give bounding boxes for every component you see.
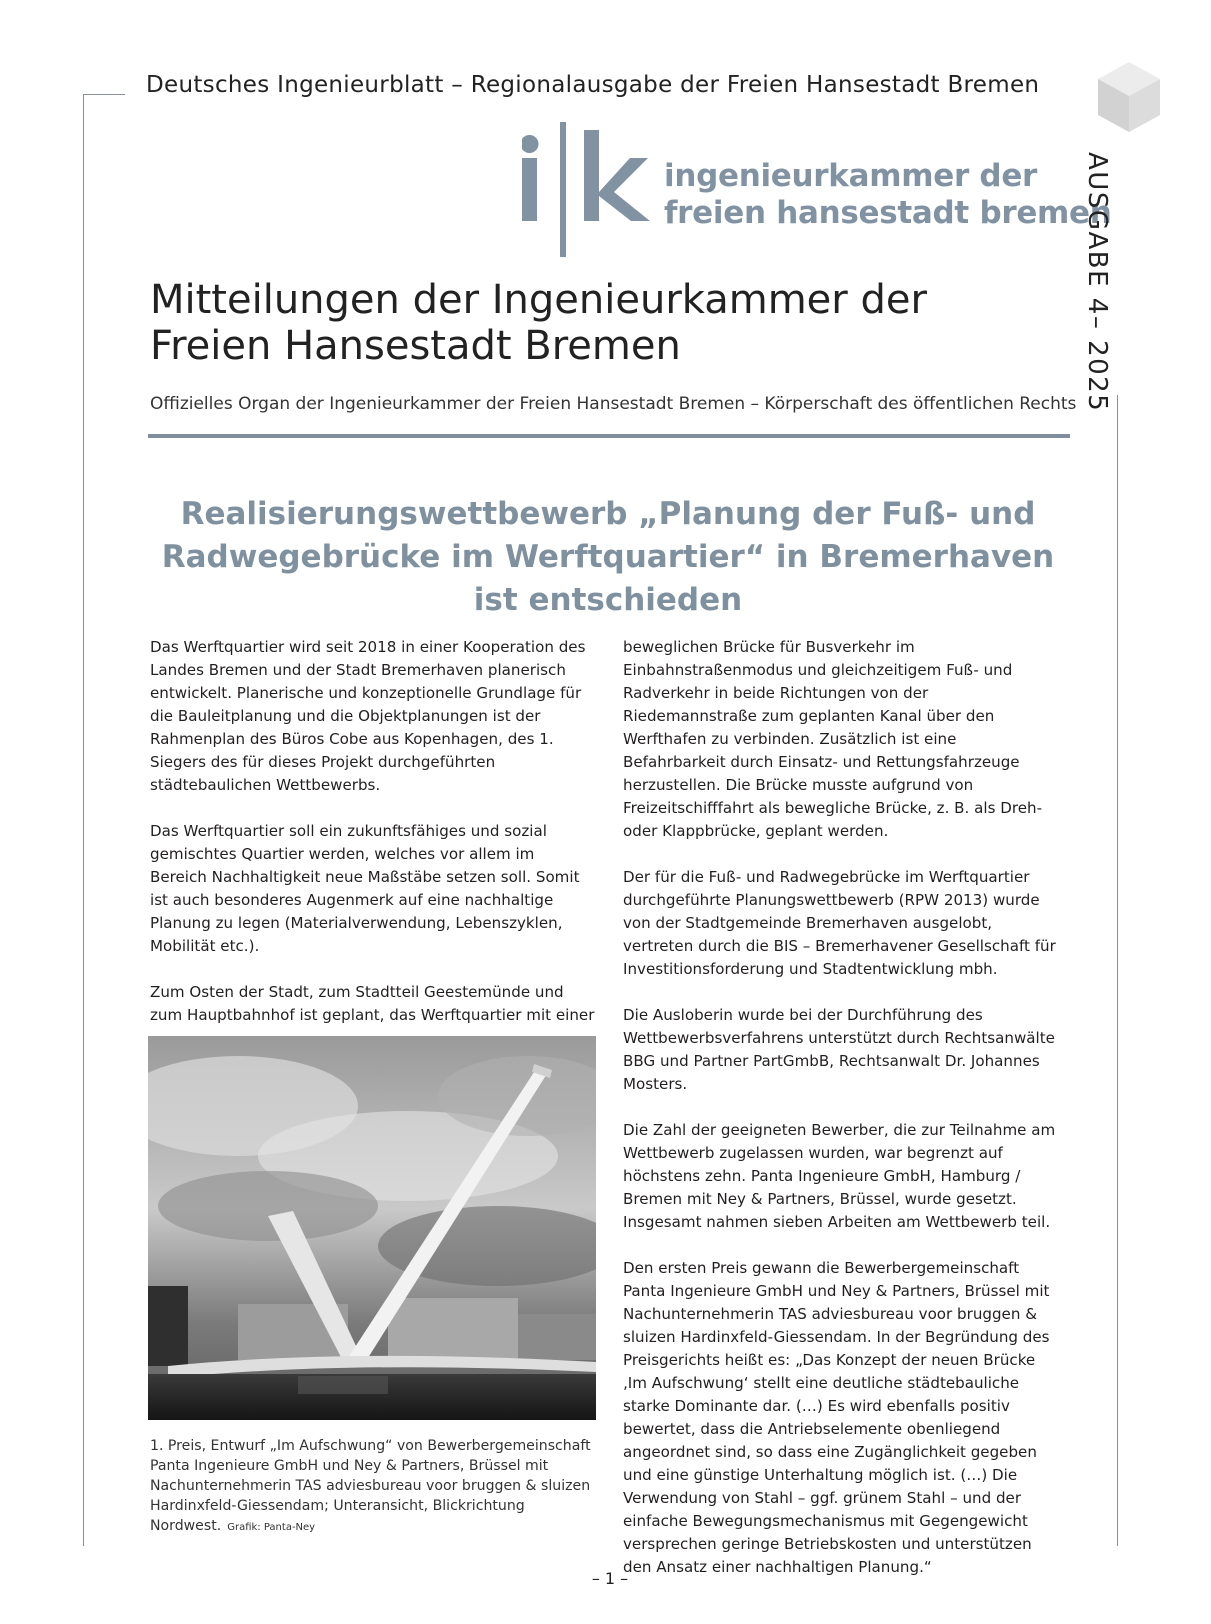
publication-header: Deutsches Ingenieurblatt – Regionalausgabe der Freien Hansestadt Bremen xyxy=(146,72,1040,98)
caption-text: 1. Preis, Entwurf „Im Aufschwung“ von Bewerbergemeinschaft Panta Ingenieure GmbH und Ney & Partners, Brüssel mit Nachunternehmerin TAS adviesbureau voor bruggen & sluizen Hardinxfeld-Giessendam; Unteransicht, Blickrichtung Nordwest. xyxy=(150,1438,591,1534)
article-paragraph: Die Zahl der geeigneten Bewerber, die zur Teilnahme am Wettbewerb zugelassen wurden, war begrenzt auf höchstens zehn. Panta Ingenieure GmbH, Hamburg / Bremen mit Ney & Partners, Brüssel, wurde gesetzt. Insgesamt nahmen sieben Arbeiten am Wettbewerb teil. xyxy=(623,1121,1056,1231)
frame-line-right xyxy=(1117,395,1118,1546)
photo-caption xyxy=(150,1436,595,1538)
page-title: Mitteilungen der Ingenieurkammer der Freien Hansestadt Bremen xyxy=(150,277,927,369)
caption-credit: Grafik: Panta-Ney xyxy=(227,1522,316,1533)
cube-icon xyxy=(1094,58,1164,136)
logo-text-line-2: freien hansestadt bremen xyxy=(664,195,1112,231)
ik-logo-mark xyxy=(522,122,652,257)
logo-text-line-1: ingenieurkammer der xyxy=(664,158,1038,194)
article-paragraph: beweglichen Brücke für Busverkehr im Einbahnstraßenmodus und gleichzeitigem Fuß- und Radverkehr in beide Richtungen von der Riedemannstraße zum geplanten Kanal über den Werfthafen zu verbinden. Zusätzlich ist eine Befahrbarkeit durch Einsatz- und Rettungsfahrzeuge herzustellen. Die Brücke musste aufgrund von Freizeitschifffahrt als bewegliche Brücke, z. B. als Dreh- oder Klappbrücke, geplant werden. xyxy=(623,638,1043,840)
edition-label: AUSGABE 4– 2025 xyxy=(1082,152,1112,413)
ingenieurkammer-logo xyxy=(522,122,1112,257)
frame-line-left xyxy=(83,94,84,1546)
title-rule xyxy=(148,434,1070,438)
article-paragraph: Das Werftquartier wird seit 2018 in einer Kooperation des Landes Bremen und der Stadt Bremerhaven planerisch entwickelt. Planerische und konzeptionelle Grundlage für die Bauleitplanung und die Objektplanungen ist der Rahmenplan des Büros Cobe aus Kopenhagen, des 1. Siegers des für dieses Projekt durchgeführten städtebaulichen Wettbewerbs. xyxy=(150,638,586,794)
article-headline: Realisierungswettbewerb „Planung der Fuß- und Radwegebrücke im Werftquartier“ in Bremerhaven ist entschieden xyxy=(161,496,1055,618)
article-paragraph: Zum Osten der Stadt, zum Stadtteil Geestemünde und zum Hauptbahnhof ist geplant, das Werftquartier mit einer xyxy=(150,983,595,1024)
article-paragraph: Der für die Fuß- und Radwegebrücke im Werftquartier durchgeführte Planungswettbewerb (RPW 2013) wurde von der Stadtgemeinde Bremerhaven ausgelobt, vertreten durch die BIS – Bremerhavener Gesellschaft für Investitionsforderung und Stadtentwicklung mbh. xyxy=(623,868,1056,978)
bridge-photo xyxy=(148,1036,596,1420)
article-paragraph: Den ersten Preis gewann die Bewerbergemeinschaft Panta Ingenieure GmbH und Ney & Partners, Brüssel mit Nachunternehmerin TAS adviesbureau voor bruggen & sluizen Hardinxfeld-Giessendam. In der Begründung des Preisgerichts heißt es: „Das Konzept der neuen Brücke ‚Im Aufschwung‘ stellt eine deutliche städtebauliche starke Dominante dar. (…) Es wird ebenfalls positiv bewertet, dass die Antriebselemente obenliegend angeordnet sind, so dass eine Zugänglichkeit gegeben und eine günstige Unterhaltung möglich ist. (…) Die Verwendung von Stahl – ggf. grünem Stahl – und der einfache Bewegungsmechanismus mit Gegengewicht versprechen geringe Betriebskosten und unterstützen den Ansatz einer nachhaltigen Planung.“ xyxy=(623,1259,1050,1576)
article-paragraph: Die Ausloberin wurde bei der Durchführung des Wettbewerbsverfahrens unterstützt durch Rechtsanwälte BBG und Partner PartGmbB, Rechtsanwalt Dr. Johannes Mosters. xyxy=(623,1006,1055,1093)
frame-line-top xyxy=(83,94,125,95)
page-number: – 1 – xyxy=(591,1569,629,1588)
article-column-right xyxy=(623,636,1063,1602)
page-subtitle: Offizielles Organ der Ingenieurkammer der Freien Hansestadt Bremen – Körperschaft des öffentlichen Rechts xyxy=(150,394,1077,414)
article-paragraph: Das Werftquartier soll ein zukunftsfähiges und sozial gemischtes Quartier werden, welches vor allem im Bereich Nachhaltigkeit neue Maßstäbe setzen soll. Somit ist auch besonderes Augenmerk auf eine nachhaltige Planung zu legen (Materialverwendung, Lebenszyklen, Mobilität etc.). xyxy=(150,822,580,955)
article-column-left xyxy=(150,636,595,1050)
